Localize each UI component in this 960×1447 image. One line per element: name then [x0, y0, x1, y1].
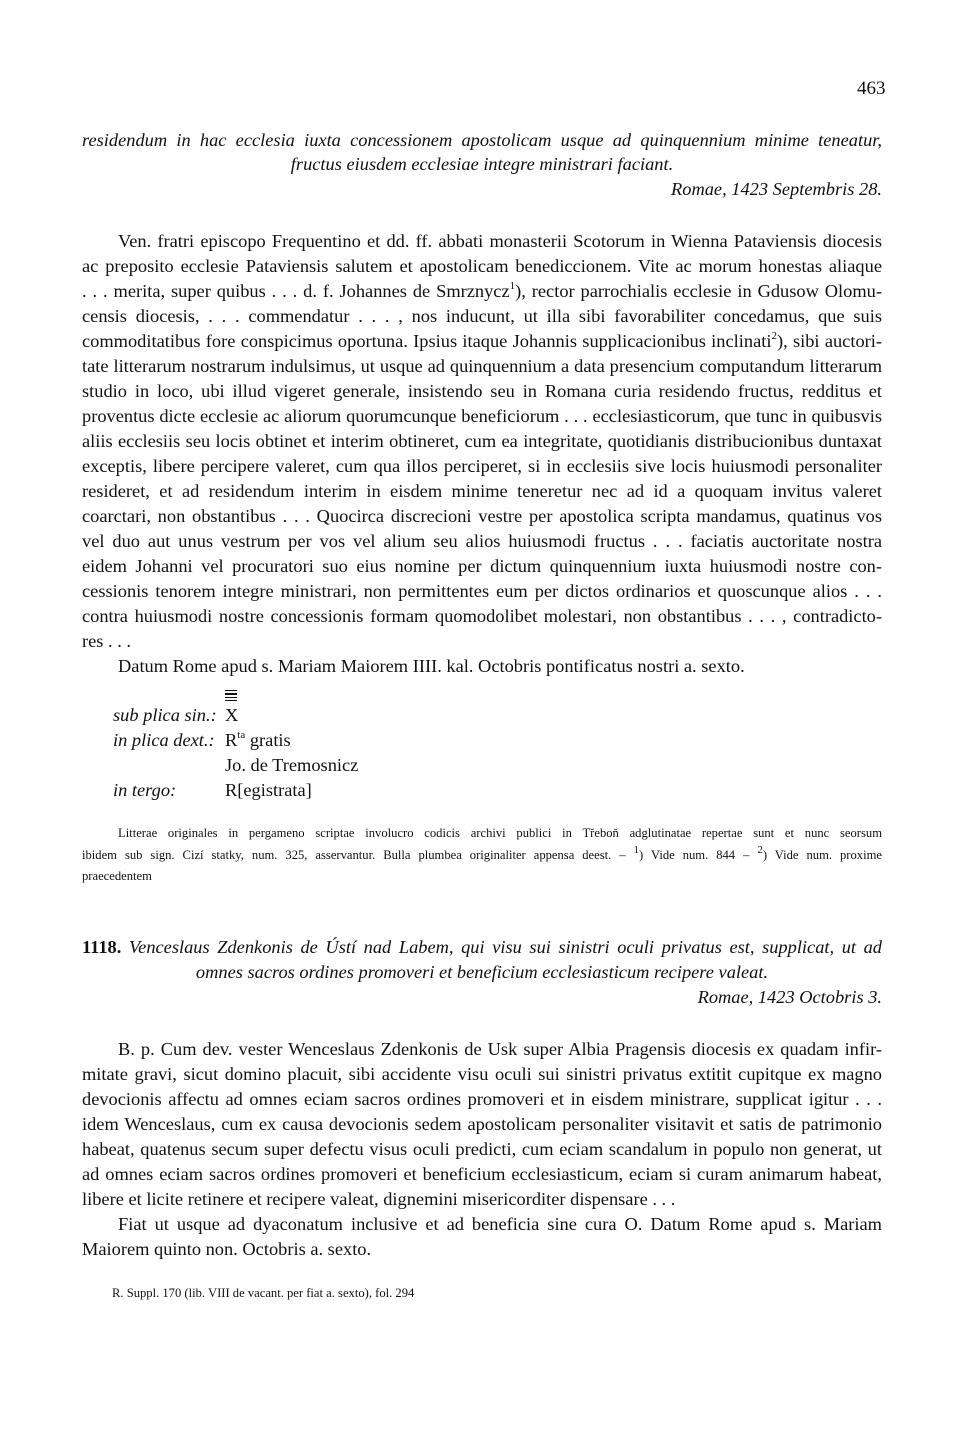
annotation-value: X — [225, 703, 238, 727]
entry-line: mitate gravi, sicut domino placuit, sibi accidente visu oculi sui sinistri privatus extitit cupitque ex magno — [82, 1064, 882, 1084]
letter-line: . . . merita, super quibus . . . d. f. Johannes de Smrznycz$^1$), rector parrochialis ecclesie in Gdusow Olomu- — [82, 279, 882, 301]
letter-line: Ven. fratri episcopo Frequentino et dd. ff. abbati monasterii Scotorum in Wienna Pataviensis diocesis — [118, 231, 882, 251]
letter-line: studio in loco, ubi illud vigeret generale, insistendo seu in Romana curia residendo fructus, redditus et — [82, 381, 882, 401]
entry-line: libere et licite retinere et recipere valeat, dignemini misericorditer dispensare . . . — [82, 1189, 676, 1209]
letter-line: proventus dicte ecclesie ac aliorum quorumcunque beneficiorum . . . ecclesiasticorum, que tunc in quibusvis — [82, 406, 882, 426]
letter-datum: Datum Rome apud s. Mariam Maiorem IIII. kal. Octobris pontificatus nostri a. sexto. — [118, 656, 745, 676]
annotation-value: $R^{ta}$ gratis — [225, 728, 291, 750]
overline-marks — [225, 690, 237, 704]
letter-line: exceptis, libere percipere valeret, cum qua illos perciperet, si in ecclesiis sive locis huiusmodi personaliter — [82, 456, 882, 476]
annotation-label: sub plica sin.: — [113, 705, 217, 725]
entry-line: habeat, quatenus secum super defectu visus oculi predicti, cum eciam scandalum in populo non generat, ut — [82, 1139, 882, 1159]
letter-line: res . . . — [82, 631, 132, 651]
entry-line: idem Wenceslaus, cum ex causa devocionis sedem apostolicam personaliter visitavit et satis de patrimonio — [82, 1114, 882, 1134]
footnote-line: Litterae originales in pergameno scriptae involucro codicis archivi publici in Třeboň adglutinatae repertae sunt et nunc seorsum — [118, 826, 882, 840]
entry-heading: 1118. Venceslaus Zdenkonis de Ústí nad Labem, qui visu sui sinistri oculi privatus est, supplicat, ut ad — [82, 937, 882, 957]
top-date: Romae, 1423 Septembris 28. — [671, 179, 882, 199]
annotation-label: in tergo: — [113, 780, 177, 800]
top-text-line: fructus eiusdem ecclesiae integre ministrari faciant. — [290, 154, 674, 174]
letter-line: coarctari, non obstantibus . . . Quocirca discrecioni vestre per apostolica scripta mandamus, quatinus vos — [82, 506, 882, 526]
entry-date: Romae, 1423 Octobris 3. — [697, 987, 882, 1007]
letter-line: ac preposito ecclesie Pataviensis salutem et apostolicam benediccionem. Vite ac morum honestas aliaque — [82, 256, 882, 276]
letter-line: commoditatibus fore conspicimus oportuna. Ipsius itaque Johannis supplicacionibus inclinati$^2$), sibi auctori- — [82, 329, 883, 351]
letter-line: aliis ecclesiis seu locis obtinet et interim obtineret, cum ea integritate, quotidianis distribucionibus duntaxat — [82, 431, 882, 451]
letter-line: contra huiusmodi nostre concessionis formam quomodolibet molestari, non obstantibus . . . , contradicto- — [82, 606, 882, 626]
annotation-value: R[egistrata] — [225, 780, 312, 800]
letter-line: vel duo aut unus vestrum per vos vel alium seu alios huiusmodi fructus . . . faciatis auctoritate nostra — [82, 531, 882, 551]
letter-line: eidem Johanni vel procuratori suo eius nomine per dictum quinquennium iuxta huiusmodi nostre con- — [82, 556, 882, 576]
footnote-line: ibidem sub sign. Cizí statky, num. 325, asservantur. Bulla plumbea originaliter appensa deest. – $^1$) Vide num. 844 – $^2$) Vide num. proxime — [82, 843, 882, 862]
annotation-value: Jo. de Tremosnicz — [225, 755, 359, 775]
entry-line: Maiorem quinto non. Octobris a. sexto. — [82, 1239, 372, 1259]
entry-line: Fiat ut usque ad dyaconatum inclusive et ad beneficia sine cura O. Datum Rome apud s. Mariam — [118, 1214, 882, 1234]
entry-line: ad omnes eciam sacros ordines promoveri et beneficium ecclesiasticum, eciam si curam animarum habeat, — [82, 1164, 882, 1184]
page-number: 463 — [857, 78, 886, 99]
letter-line: censis diocesis, . . . commendatur . . . , nos inducunt, ut illa sibi favorabiliter concedamus, que suis — [82, 306, 882, 326]
entry-number: 1118. — [82, 937, 122, 957]
entry-line: B. p. Cum dev. vester Wenceslaus Zdenkonis de Usk super Albia Pragensis diocesis ex quadam infir- — [118, 1039, 882, 1059]
entry-heading: omnes sacros ordines promoveri et beneficium ecclesiasticum recipere valeat. — [195, 962, 769, 982]
entry-line: devocionis affectu ad omnes eciam sacros ordines promoveri et in eisdem ministrare, supplicat igitur . . . — [82, 1089, 882, 1109]
top-text-line: residendum in hac ecclesia iuxta concessionem apostolicam usque ad quinquennium minime teneatur, — [82, 130, 882, 150]
letter-line: tate litterarum nostrarum indulsimus, ut usque ad quinquennium a data presencium computandum litterarum — [82, 356, 882, 376]
entry-source: R. Suppl. 170 (lib. VIII de vacant. per fiat a. sexto), fol. 294 — [112, 1286, 415, 1300]
letter-line: cessionis tenorem integre ministrari, non permittentes eum per dictos ordinarios et quoscunque alios . . . — [82, 581, 882, 601]
annotation-label: in plica dext.: — [113, 730, 215, 750]
letter-line: resideret, et ad residendum interim in eisdem minime teneretur nec ad id a quoquam invitus valeret — [82, 481, 882, 501]
footnote-line: praecedentem — [82, 869, 152, 883]
